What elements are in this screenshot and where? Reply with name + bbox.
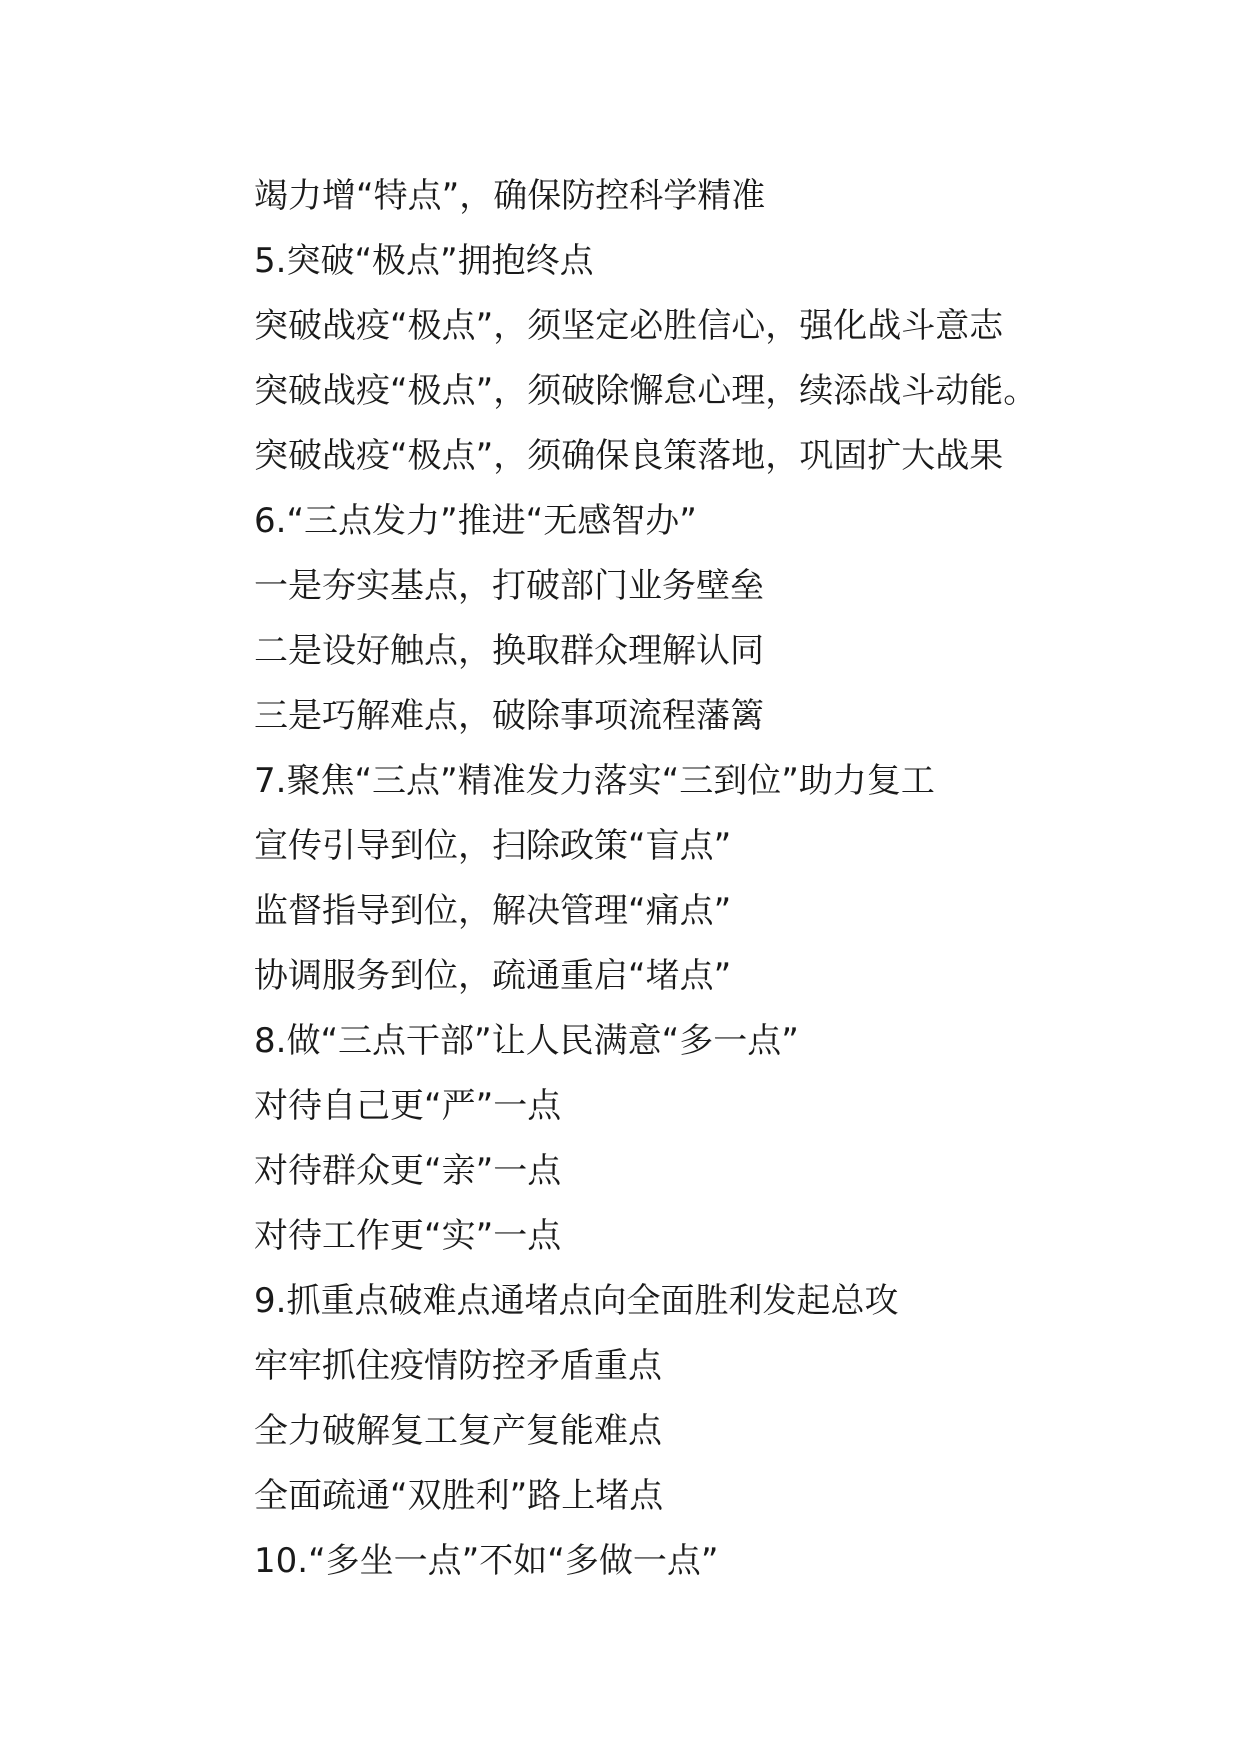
text-line: 二是设好触点，换取群众理解认同: [254, 631, 764, 671]
text-line: 突破战疫“极点”，须坚定必胜信心，强化战斗意志: [254, 306, 1004, 346]
text-line: 三是巧解难点，破除事项流程藩篱: [254, 696, 764, 736]
section-heading: 8.做“三点干部”让人民满意“多一点”: [254, 1021, 799, 1061]
text-line: 对待群众更“亲”一点: [254, 1151, 562, 1191]
text-line: 全面疏通“双胜利”路上堵点: [254, 1476, 664, 1516]
text-line: 突破战疫“极点”，须破除懈怠心理，续添战斗动能。: [254, 371, 1038, 411]
text-line: 全力破解复工复产复能难点: [254, 1411, 662, 1451]
text-line: 一是夯实基点，打破部门业务壁垒: [254, 566, 764, 606]
text-line: 对待自己更“严”一点: [254, 1086, 562, 1126]
document-body: [254, 164, 1154, 1594]
text-line: 竭力增“特点”，确保防控科学精准: [254, 176, 766, 216]
text-line: 协调服务到位，疏通重启“堵点”: [254, 956, 732, 996]
text-line: 牢牢抓住疫情防控矛盾重点: [254, 1346, 662, 1386]
text-line: 宣传引导到位，扫除政策“盲点”: [254, 826, 732, 866]
section-heading: 9.抓重点破难点通堵点向全面胜利发起总攻: [254, 1281, 899, 1321]
text-line: 对待工作更“实”一点: [254, 1216, 562, 1256]
section-heading: 10.“多坐一点”不如“多做一点”: [254, 1541, 719, 1581]
section-heading: 7.聚焦“三点”精准发力落实“三到位”助力复工: [254, 761, 935, 801]
text-line: 突破战疫“极点”，须确保良策落地，巩固扩大战果: [254, 436, 1004, 476]
section-heading: 5.突破“极点”拥抱终点: [254, 241, 594, 281]
section-heading: 6.“三点发力”推进“无感智办”: [254, 501, 697, 541]
text-line: 监督指导到位，解决管理“痛点”: [254, 891, 732, 931]
